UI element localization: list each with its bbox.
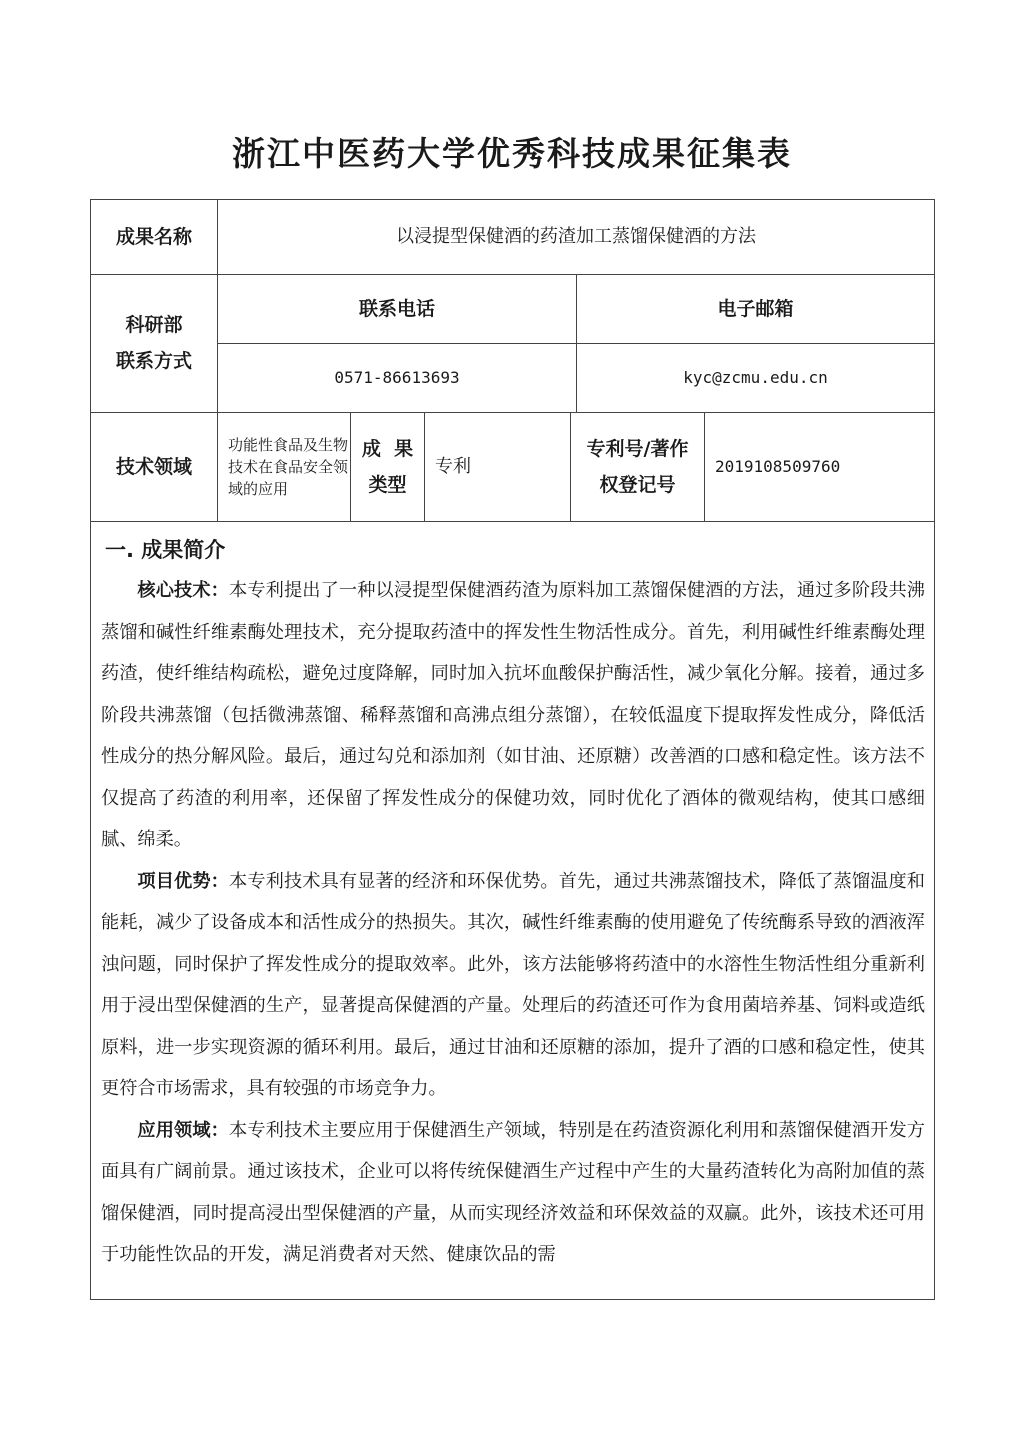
result-type-label xyxy=(351,412,424,521)
email-label: 电子邮箱 xyxy=(717,297,794,320)
contact-label xyxy=(91,274,217,412)
patent-number-value: 2019108509760 xyxy=(715,456,841,476)
patent-number-label xyxy=(571,412,704,521)
paragraph-keyword: 核心技术： xyxy=(137,580,229,601)
phone-value: 0571-86613693 xyxy=(334,368,460,387)
result-type-label-line2: 类型 xyxy=(368,473,407,496)
phone-label: 联系电话 xyxy=(358,297,435,320)
paragraph-text: 本专利技术具有显著的经济和环保优势。首先，通过共沸蒸馏技术，降低了蒸馏温度和能耗，减少了设备成本和活性成分的热损失。其次，碱性纤维素酶的使用避免了传统酶系导致的酒液浑浊问题，同时保护了挥发性成分的提取效率。此外，该方法能够将药渣中的水溶性生物活性组分重新利用于浸出型保健酒的生产，显著提高保健酒的产量。处理后的药渣还可作为食用菌培养基、饲料或造纸原料，进一步实现资源的循环利用。最后，通过甘油和还原糖的添加，提升了酒的口感和稳定性，使其更符合市场需求，具有较强的市场竞争力。 xyxy=(101,870,925,1099)
contact-label-line2: 联系方式 xyxy=(115,350,192,372)
summary-paragraph-core-technology xyxy=(101,570,925,861)
contact-label-line1: 科研部 xyxy=(125,314,183,336)
email-value: kyc@zcmu.edu.cn xyxy=(683,368,828,387)
summary-paragraph-applications xyxy=(101,1110,925,1276)
document-title: 浙江中医药大学优秀科技成果征集表 xyxy=(232,134,792,173)
result-type-value: 专利 xyxy=(435,455,471,477)
achievement-name-label: 成果名称 xyxy=(115,226,192,248)
row-divider xyxy=(91,521,934,522)
summary-section-title: 一. 成果简介 xyxy=(105,538,226,562)
achievement-name-value: 以浸提型保健酒的药渣加工蒸馏保健酒的方法 xyxy=(396,226,756,247)
paragraph-keyword: 应用领域： xyxy=(137,1119,229,1141)
paragraph-text: 本专利技术主要应用于保健酒生产领域，特别是在药渣资源化利用和蒸馏保健酒开发方面具有广阔前景。通过该技术，企业可以将传统保健酒生产过程中产生的大量药渣转化为高附加值的蒸馏保健酒，同时提高浸出型保健酒的产量，从而实现经济效益和环保效益的双赢。此外，该技术还可用于功能性饮品的开发，满足消费者对天然、健康饮品的需 xyxy=(101,1119,925,1265)
paragraph-text: 本专利提出了一种以浸提型保健酒药渣为原料加工蒸馏保健酒的方法，通过多阶段共沸蒸馏和碱性纤维素酶处理技术，充分提取药渣中的挥发性生物活性成分。首先，利用碱性纤维素酶处理药渣，使纤维结构疏松，避免过度降解，同时加入抗坏血酸保护酶活性，减少氧化分解。接着，通过多阶段共沸蒸馏（包括微沸蒸馏、稀释蒸馏和高沸点组分蒸馏），在较低温度下提取挥发性成分，降低活性成分的热分解风险。最后，通过勾兑和添加剂（如甘油、还原糖）改善酒的口感和稳定性。该方法不仅提高了药渣的利用率，还保留了挥发性成分的保健功效，同时优化了酒体的微观结构，使其口感细腻、绵柔。 xyxy=(101,580,925,850)
summary-body xyxy=(101,570,925,1298)
paragraph-keyword: 项目优势： xyxy=(137,870,229,892)
tech-field-label: 技术领域 xyxy=(115,455,192,478)
achievement-form-table xyxy=(90,199,935,1300)
summary-paragraph-advantages xyxy=(101,861,925,1110)
patent-number-label-line2: 权登记号 xyxy=(599,473,676,496)
result-type-label-line1: 成 果 xyxy=(361,437,414,460)
tech-field-value: 功能性食品及生物技术在食品安全领域的应用 xyxy=(228,435,349,498)
patent-number-label-line1: 专利号/著作 xyxy=(586,437,689,460)
